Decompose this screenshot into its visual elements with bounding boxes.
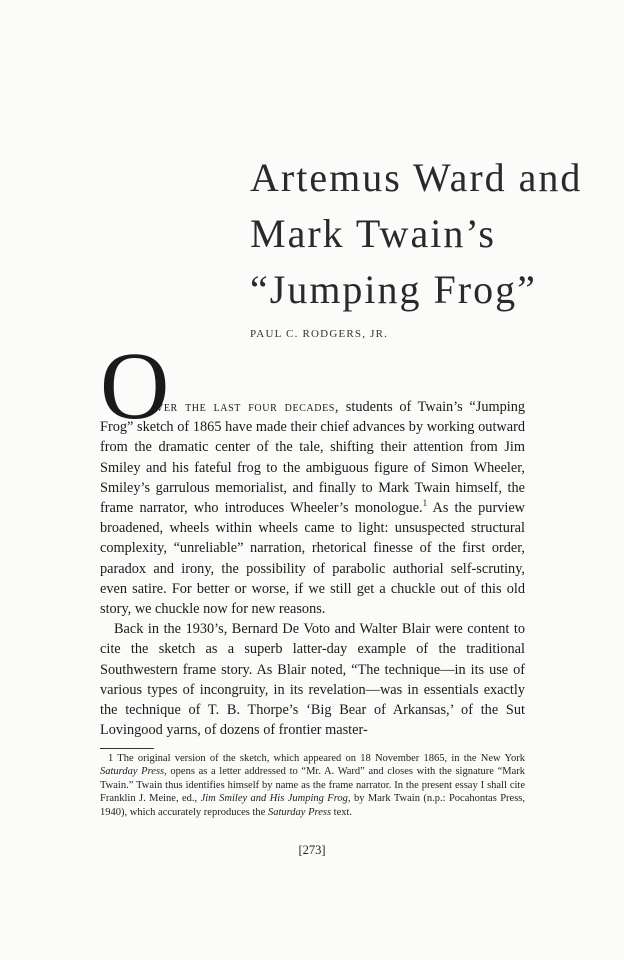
footnote-text-3: by Mark Twain (n.p.: Pocahontas Press, 1940), which accurately reproduces the bbox=[100, 793, 525, 818]
drop-cap: O bbox=[100, 332, 170, 439]
paragraph-2: Back in the 1930’s, Bernard De Voto and Walter Blair were content to cite the sketch as a superb latter-day example of the traditional Southwestern frame story. As Blair noted, “The technique—in its use of various types of incongruity, in its revelation—was in essentials exactly the technique of T. B. Thorpe’s ‘Big Bear of Arkansas,’ of the Sut Lovingood yarns, of dozens of frontier master- bbox=[100, 621, 525, 739]
footnote bbox=[100, 752, 525, 819]
article-body bbox=[100, 397, 525, 740]
opening-smallcaps: ver the last four decades, bbox=[156, 399, 340, 415]
footnote-italic-1: Saturday Press, bbox=[100, 766, 167, 778]
paragraph-1-text-a: students of Twain’s “Jumping Frog” sketch of 1865 have made their chief advances by working outward from the dramatic center of the tale, shifting their attention from Jim Smiley and his fateful frog to the ambiguous figure of Simon Wheeler, Smiley’s garrulous memorialist, and finally to Mark Twain himself, the frame narrator, who introduces Wheeler’s monologue. bbox=[100, 399, 526, 517]
title-line-2: Mark Twain’s bbox=[250, 211, 496, 256]
title-line-3: “Jumping Frog” bbox=[250, 267, 537, 312]
author-byline: PAUL C. RODGERS, JR. bbox=[250, 328, 389, 340]
paragraph-1-text-b: As the purview broadened, wheels within wheels came to light: unsuspected structural complexity, “unreliable” narration, rhetorical finesse of the first order, paradox and irony, the possibility of parabolic authorial self-scrutiny, even satire. For better or worse, if we still get a chuckle out of this old story, we chuckle now for new reasons. bbox=[100, 500, 526, 618]
title-line-1: Artemus Ward and bbox=[250, 155, 583, 200]
footnote-reference[interactable]: 1 bbox=[422, 498, 428, 509]
footnote-italic-3: Saturday Press bbox=[267, 806, 332, 818]
paragraph-1 bbox=[100, 397, 525, 619]
footnote-italic-2: Jim Smiley and His Jumping Frog, bbox=[200, 793, 351, 805]
page-number: [273] bbox=[298, 843, 326, 857]
footnote-text-2: opens as a letter addressed to “Mr. A. Ward” and closes with the signature “Mark Twain.” Twain thus identifies himself by name as the frame narrator. In the present essay I shall cite Franklin J. Meine, ed., bbox=[100, 766, 526, 805]
footnote-rule bbox=[100, 748, 154, 749]
footnote-number: 1 bbox=[108, 753, 114, 764]
article-title-block bbox=[250, 150, 582, 340]
footnote-text-4: text. bbox=[331, 806, 353, 818]
footnote-text-1: The original version of the sketch, which appeared on 18 November 1865, in the New York bbox=[113, 753, 525, 764]
